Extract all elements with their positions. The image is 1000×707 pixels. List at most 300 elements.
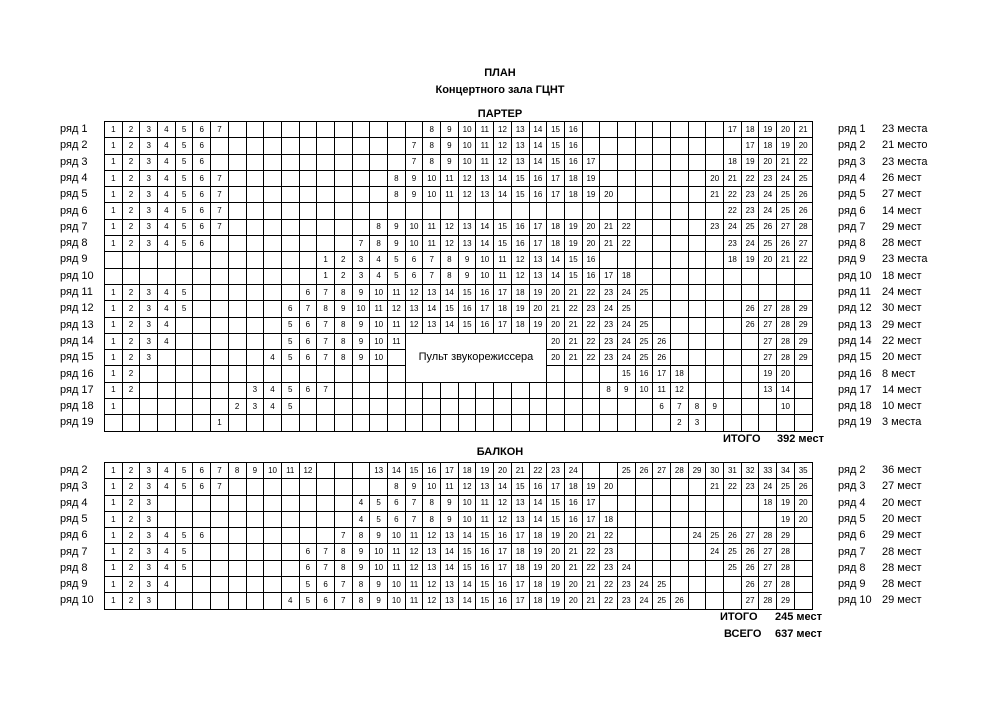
empty-cell [617,154,635,170]
seat-cell: 10 [423,187,441,203]
balcony-total-label: ИТОГО [720,611,758,623]
seat-cell: 6 [193,479,211,495]
empty-cell [741,350,759,366]
empty-cell [600,122,618,138]
seat-cell: 16 [582,252,600,268]
seat-cell: 17 [511,577,529,593]
empty-cell [264,170,282,186]
seat-cell: 7 [405,154,423,170]
empty-cell [175,317,193,333]
seat-cell: 21 [564,544,582,560]
empty-cell [529,399,547,415]
empty-cell [193,268,211,284]
seat-row [105,333,813,349]
seat-row [105,203,813,219]
seat-cell: 9 [370,593,388,609]
parter-row-summary [838,366,915,382]
empty-cell [175,268,193,284]
seat-cell: 9 [706,399,724,415]
seat-cell: 16 [494,528,512,544]
seat-cell: 1 [105,219,123,235]
parter-row-seat-count: 28 мест [882,237,922,250]
seat-row [105,187,813,203]
seat-cell: 22 [582,317,600,333]
empty-cell [158,511,176,527]
balcony-row-summary [838,511,922,527]
empty-cell [193,366,211,382]
seat-cell: 13 [423,317,441,333]
seat-cell: 4 [158,479,176,495]
empty-cell [317,219,335,235]
empty-cell [600,399,618,415]
seat-cell: 5 [175,479,193,495]
empty-cell [600,463,618,479]
empty-cell [299,415,317,431]
seat-cell: 16 [476,284,494,300]
seat-cell: 9 [246,463,264,479]
parter-row-summary [838,398,922,414]
empty-cell [423,382,441,398]
parter-row-summary [838,300,922,316]
parter-row-seat-count: 18 мест [882,269,922,282]
seat-cell: 18 [564,479,582,495]
seat-cell: 26 [635,463,653,479]
seat-cell: 1 [105,399,123,415]
empty-cell [299,236,317,252]
balcony-row-summary-label: ряд 8 [838,561,866,574]
seat-cell: 10 [423,170,441,186]
empty-cell [175,577,193,593]
seat-cell: 11 [405,593,423,609]
seat-cell: 19 [529,544,547,560]
seat-cell: 5 [175,463,193,479]
parter-row-summary [838,414,921,430]
seat-cell: 10 [458,122,476,138]
balcony-row-seat-count: 28 мест [882,545,922,558]
seat-cell: 13 [511,495,529,511]
parter-row-seat-count: 14 мест [882,204,922,217]
seat-cell: 15 [547,495,565,511]
empty-cell [158,382,176,398]
seat-cell: 18 [547,219,565,235]
seat-cell: 20 [494,463,512,479]
empty-cell [441,399,459,415]
empty-cell [759,284,777,300]
empty-cell [352,415,370,431]
empty-cell [741,511,759,527]
seat-cell: 27 [653,463,671,479]
seat-cell: 27 [759,333,777,349]
seat-cell: 11 [388,333,406,349]
seat-cell: 10 [458,511,476,527]
empty-cell [228,333,246,349]
seat-cell: 7 [211,170,229,186]
seat-cell: 4 [158,219,176,235]
empty-cell [334,236,352,252]
seat-cell: 4 [158,560,176,576]
parter-row-label: ряд 6 [60,204,88,217]
empty-cell [246,415,264,431]
seat-cell: 5 [388,268,406,284]
parter-row-summary-label: ряд 13 [838,318,872,331]
seat-cell: 18 [511,560,529,576]
seat-cell: 17 [547,479,565,495]
empty-cell [600,415,618,431]
empty-cell [582,415,600,431]
seat-cell: 5 [175,187,193,203]
seat-cell: 28 [777,301,795,317]
empty-cell [228,593,246,609]
seat-cell: 21 [564,333,582,349]
empty-cell [334,382,352,398]
empty-cell [688,284,706,300]
parter-row-seat-count: 23 места [882,123,928,135]
empty-cell [494,203,512,219]
parter-row-summary-label: ряд 14 [838,334,872,347]
empty-cell [352,170,370,186]
balcony-seat-grid [104,462,813,610]
seat-cell: 13 [511,154,529,170]
seat-cell: 13 [529,268,547,284]
empty-cell [724,382,742,398]
empty-cell [458,382,476,398]
seat-cell: 12 [405,317,423,333]
empty-cell [617,252,635,268]
empty-cell [246,187,264,203]
balcony-row-label: ряд 4 [60,496,88,509]
empty-cell [635,479,653,495]
empty-cell [582,203,600,219]
empty-cell [352,138,370,154]
parter-row-seat-count: 23 места [882,155,928,168]
empty-cell [334,187,352,203]
seat-cell: 7 [405,511,423,527]
seat-cell: 3 [140,593,158,609]
seat-cell: 13 [476,187,494,203]
balcony-row-seat-count: 29 мест [882,529,922,542]
seat-cell: 18 [511,544,529,560]
parter-row-seat-count: 30 мест [882,302,922,315]
seat-cell: 26 [777,236,795,252]
seat-cell: 28 [794,219,812,235]
seat-cell: 5 [281,382,299,398]
seat-cell: 12 [423,577,441,593]
seat-cell: 8 [334,350,352,366]
seat-cell: 15 [547,138,565,154]
seat-cell: 7 [423,252,441,268]
seat-cell: 20 [547,333,565,349]
seat-cell: 14 [777,382,795,398]
seat-row [105,544,813,560]
seat-cell: 3 [140,495,158,511]
seat-cell: 12 [511,252,529,268]
seat-cell: 17 [653,366,671,382]
seat-cell: 22 [582,284,600,300]
seat-cell: 9 [352,317,370,333]
empty-cell [794,528,812,544]
empty-cell [264,560,282,576]
seat-cell: 24 [759,479,777,495]
empty-cell [299,154,317,170]
seat-cell: 1 [105,528,123,544]
balcony-row-summary-label: ряд 2 [838,464,866,476]
empty-cell [264,415,282,431]
empty-cell [688,511,706,527]
empty-cell [352,382,370,398]
seat-cell: 18 [511,284,529,300]
parter-row-summary-label: ряд 3 [838,155,866,168]
seat-cell: 10 [370,560,388,576]
empty-cell [264,333,282,349]
seat-cell: 10 [370,333,388,349]
empty-cell [511,203,529,219]
seat-cell: 17 [511,528,529,544]
empty-cell [724,415,742,431]
seat-cell: 4 [158,333,176,349]
empty-cell [564,382,582,398]
seat-cell: 5 [299,593,317,609]
seat-cell: 3 [352,252,370,268]
seat-cell: 15 [458,560,476,576]
empty-cell [246,366,264,382]
seat-cell: 17 [511,593,529,609]
empty-cell [299,203,317,219]
seat-cell: 6 [193,170,211,186]
empty-cell [105,268,123,284]
empty-cell [211,301,229,317]
empty-cell [334,511,352,527]
empty-cell [334,479,352,495]
seat-cell: 22 [794,154,812,170]
empty-cell [653,560,671,576]
seat-cell: 13 [476,479,494,495]
empty-cell [724,495,742,511]
seat-cell: 3 [140,528,158,544]
empty-cell [352,219,370,235]
seat-cell: 26 [794,187,812,203]
empty-cell [671,577,689,593]
seat-row [105,463,813,479]
seat-cell: 22 [600,593,618,609]
empty-cell [228,252,246,268]
parter-row-summary [838,219,922,235]
seat-cell: 15 [441,301,459,317]
parter-row-summary [838,349,922,365]
empty-cell [706,236,724,252]
seat-cell: 8 [352,593,370,609]
balcony-row-label: ряд 10 [60,594,94,607]
parter-row-summary-label: ряд 4 [838,171,866,184]
empty-cell [653,479,671,495]
parter-row-summary [838,154,928,170]
empty-cell [706,138,724,154]
empty-cell [175,252,193,268]
empty-cell [211,138,229,154]
seat-cell: 7 [299,301,317,317]
seat-cell: 9 [441,154,459,170]
empty-cell [653,544,671,560]
seat-cell: 17 [547,187,565,203]
parter-row-summary [838,137,928,153]
seat-cell: 4 [264,350,282,366]
seat-cell: 20 [547,350,565,366]
empty-cell [547,415,565,431]
balcony-row-summary [838,527,922,543]
parter-row-seat-count: 22 мест [882,334,922,347]
seat-cell: 26 [759,219,777,235]
seat-cell: 17 [494,544,512,560]
seat-cell: 15 [476,528,494,544]
seat-cell: 25 [759,236,777,252]
seat-cell: 6 [193,187,211,203]
empty-cell [228,366,246,382]
empty-cell [724,593,742,609]
seat-cell: 3 [140,301,158,317]
seat-cell: 8 [423,154,441,170]
empty-cell [441,203,459,219]
balcony-row-seat-count: 29 мест [882,594,922,607]
empty-cell [211,284,229,300]
empty-cell [759,399,777,415]
seat-cell: 23 [582,301,600,317]
balcony-row-label: ряд 3 [60,480,88,493]
empty-cell [617,187,635,203]
seat-cell: 21 [582,528,600,544]
empty-cell [635,528,653,544]
empty-cell [317,203,335,219]
seat-cell: 11 [494,268,512,284]
empty-cell [688,252,706,268]
seat-cell: 13 [458,236,476,252]
empty-cell [671,317,689,333]
seat-row [105,317,813,333]
seat-cell: 6 [299,382,317,398]
seat-cell: 3 [140,203,158,219]
empty-cell [617,399,635,415]
empty-cell [600,495,618,511]
seat-cell: 3 [140,284,158,300]
empty-cell [281,577,299,593]
seat-cell: 3 [140,317,158,333]
seat-cell: 23 [600,544,618,560]
empty-cell [193,252,211,268]
seat-cell: 20 [547,560,565,576]
empty-cell [140,268,158,284]
empty-cell [671,203,689,219]
seat-cell: 1 [105,301,123,317]
seat-cell: 16 [476,317,494,333]
seat-cell: 7 [405,495,423,511]
seat-cell: 13 [458,219,476,235]
seat-cell: 2 [122,138,140,154]
parter-row-seat-count: 29 мест [882,220,922,233]
seat-cell: 19 [564,236,582,252]
empty-cell [352,366,370,382]
empty-cell [688,138,706,154]
seat-cell: 18 [759,138,777,154]
seat-cell: 1 [317,252,335,268]
seat-cell: 15 [617,366,635,382]
empty-cell [122,415,140,431]
empty-cell [228,138,246,154]
grand-total-label: ВСЕГО [724,628,762,640]
empty-cell [281,252,299,268]
empty-cell [228,203,246,219]
parter-row-seat-count: 23 места [882,253,928,266]
seat-cell: 13 [405,301,423,317]
empty-cell [706,560,724,576]
seat-cell: 8 [388,187,406,203]
seat-cell: 5 [175,154,193,170]
seat-cell: 6 [317,577,335,593]
empty-cell [246,495,264,511]
seat-cell: 1 [105,333,123,349]
seat-cell: 9 [352,544,370,560]
seat-cell: 7 [317,317,335,333]
empty-cell [228,187,246,203]
seat-cell: 7 [423,268,441,284]
empty-cell [706,333,724,349]
empty-cell [299,495,317,511]
seat-cell: 6 [193,463,211,479]
parter-row-summary [838,186,922,202]
seat-cell: 16 [564,154,582,170]
empty-cell [158,268,176,284]
empty-cell [299,122,317,138]
empty-cell [388,415,406,431]
seat-cell: 17 [441,463,459,479]
seat-cell: 13 [370,463,388,479]
seat-cell: 21 [706,187,724,203]
seat-cell: 14 [494,187,512,203]
seat-cell: 17 [582,154,600,170]
parter-row-label: ряд 7 [60,220,88,233]
empty-cell [671,560,689,576]
parter-row-summary-label: ряд 18 [838,400,872,413]
seat-cell: 13 [423,544,441,560]
seat-cell: 1 [105,560,123,576]
empty-cell [281,415,299,431]
empty-cell [299,138,317,154]
empty-cell [688,236,706,252]
seat-row [105,399,813,415]
empty-cell [724,350,742,366]
seat-cell: 18 [759,495,777,511]
empty-cell [246,154,264,170]
seat-cell: 6 [653,399,671,415]
seat-cell: 10 [370,350,388,366]
empty-cell [706,252,724,268]
seat-cell: 19 [547,528,565,544]
empty-cell [334,170,352,186]
seat-cell: 6 [299,560,317,576]
seat-cell: 1 [105,138,123,154]
balcony-row-seat-count: 20 мест [882,512,922,525]
empty-cell [794,284,812,300]
seat-cell: 13 [423,560,441,576]
empty-cell [635,203,653,219]
empty-cell [635,122,653,138]
seat-cell: 29 [777,593,795,609]
seat-cell: 28 [777,577,795,593]
empty-cell [653,268,671,284]
empty-cell [741,366,759,382]
empty-cell [299,268,317,284]
seat-cell: 18 [529,528,547,544]
seat-cell: 20 [564,528,582,544]
seat-cell: 27 [759,350,777,366]
balcony-row-summary [838,478,922,494]
